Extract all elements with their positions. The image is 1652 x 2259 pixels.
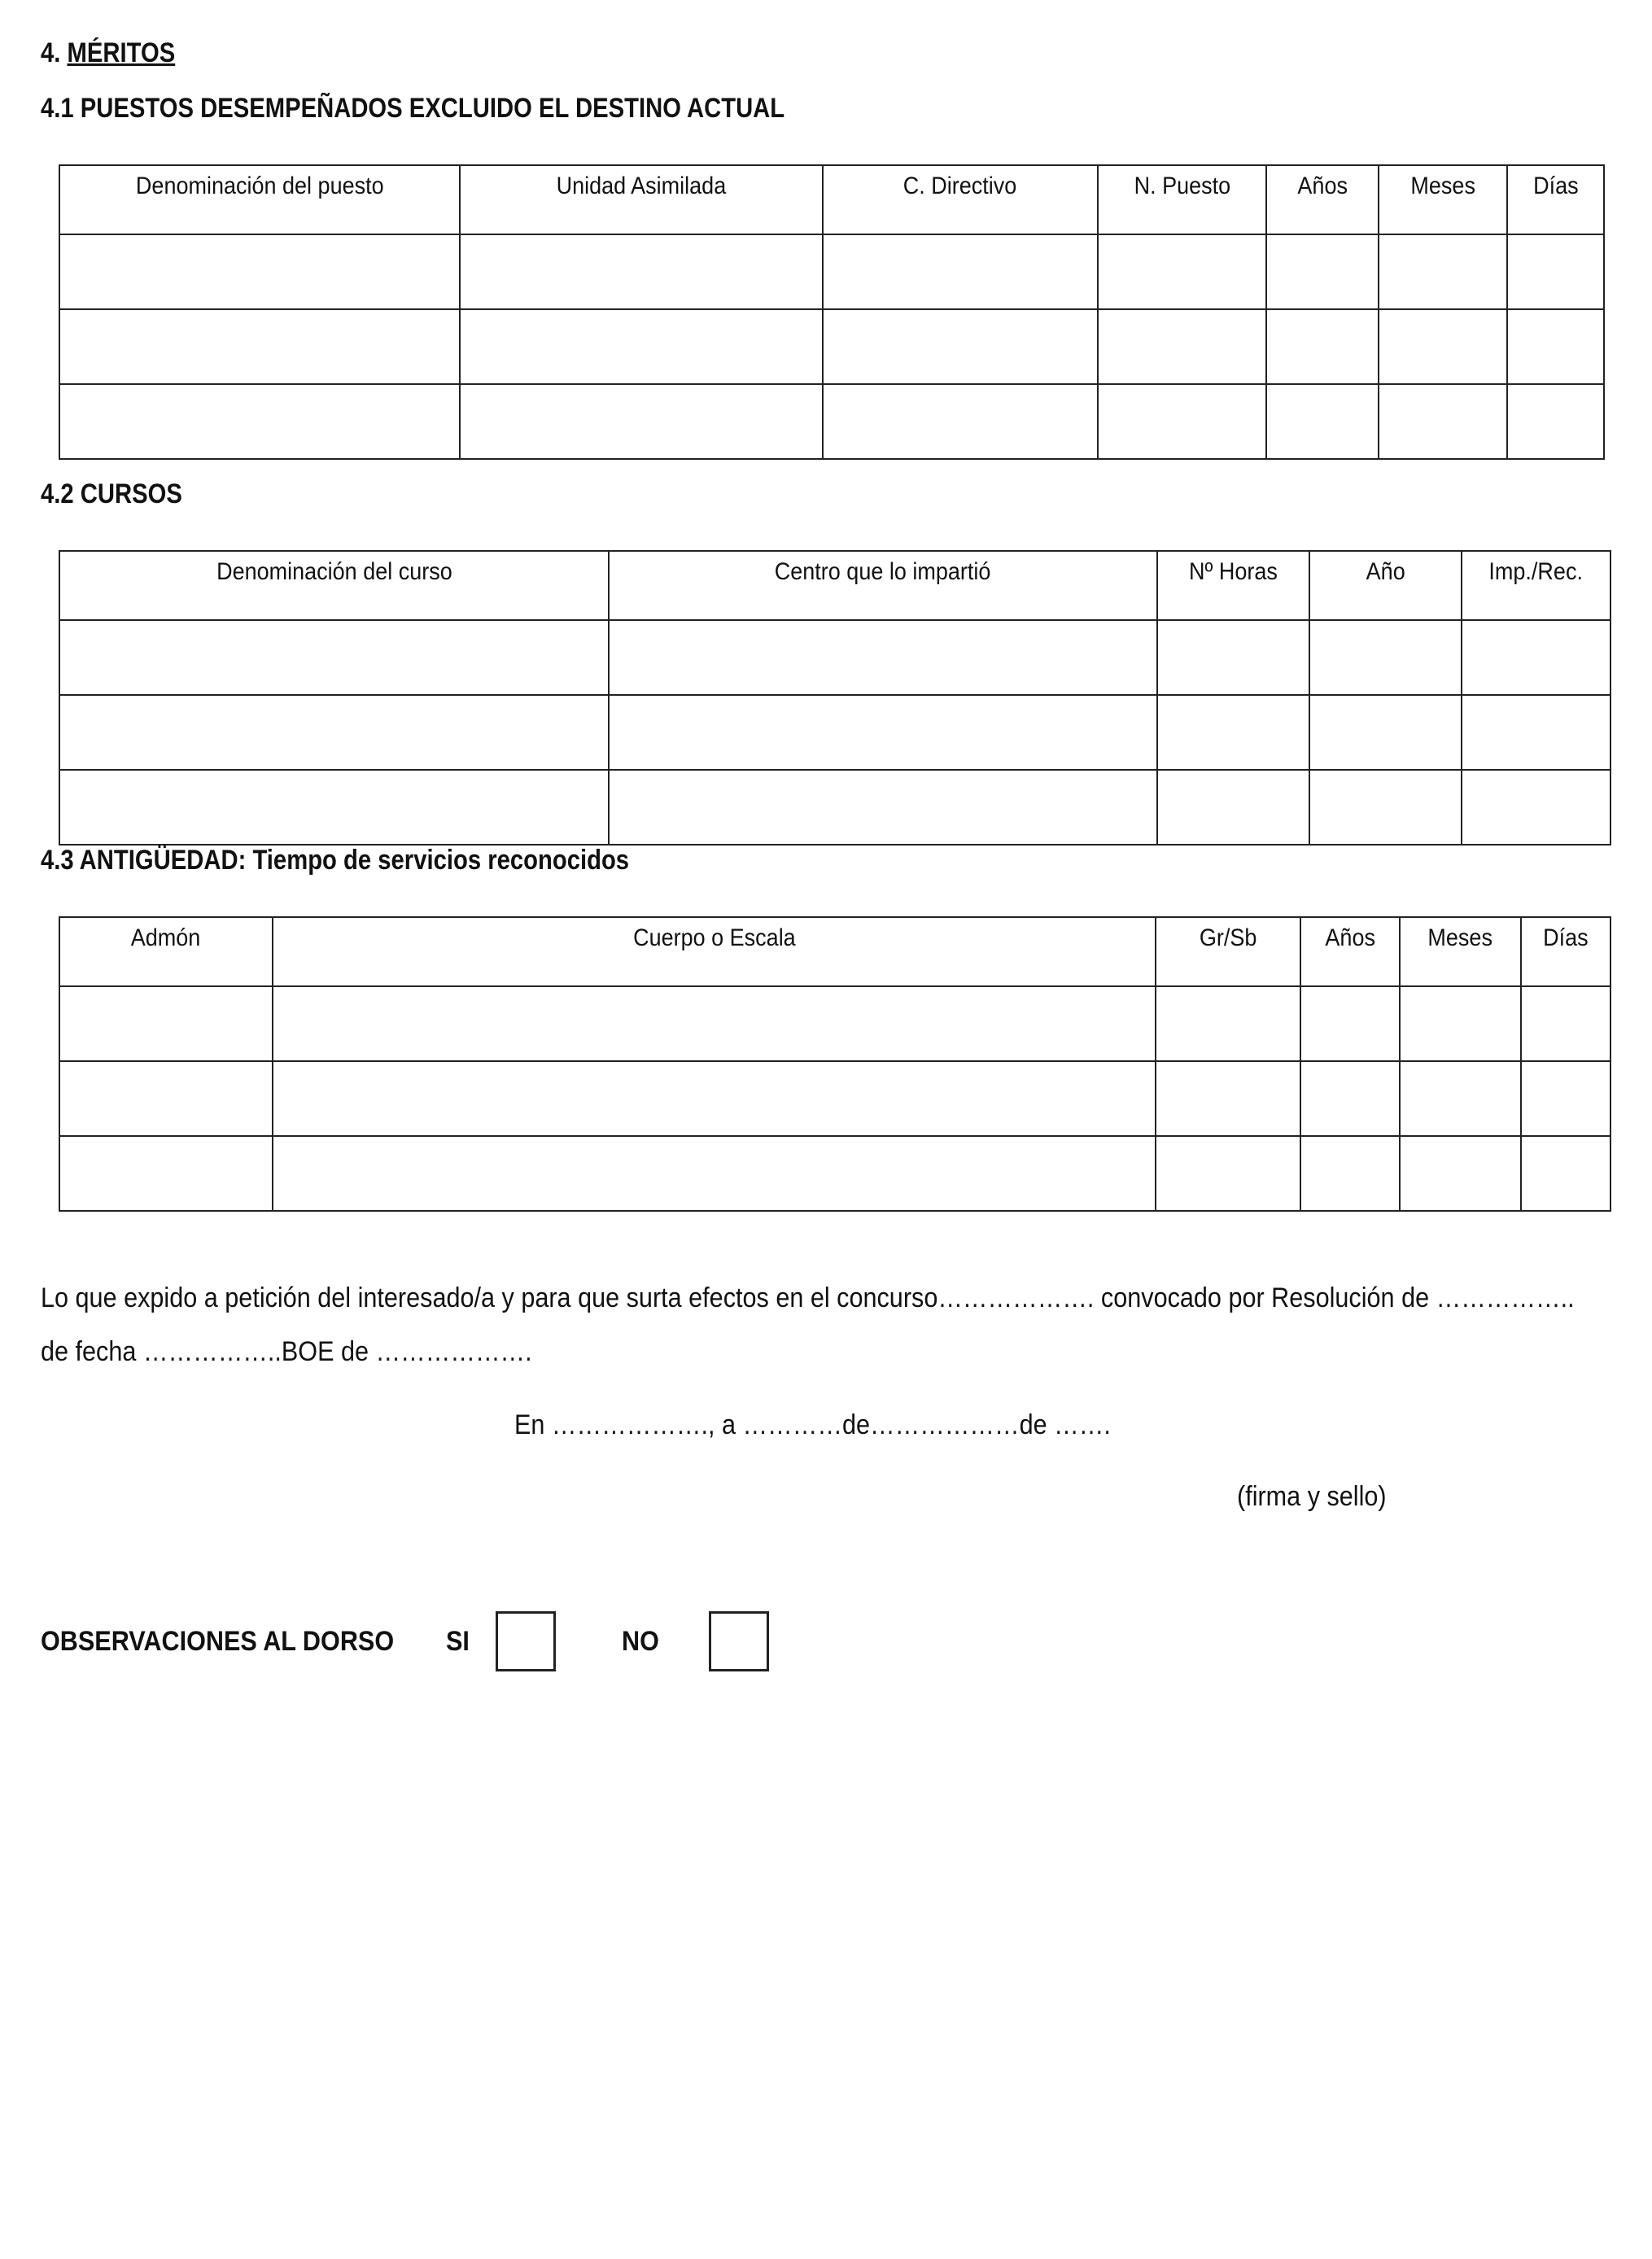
table-cell[interactable] (1300, 1061, 1400, 1136)
col-header: Admón (59, 917, 273, 986)
table-row (59, 695, 1610, 770)
table-cell[interactable] (59, 1061, 273, 1136)
table-row (59, 620, 1610, 695)
table-row (59, 309, 1604, 384)
table-cell[interactable] (1309, 620, 1462, 695)
puestos-header-row (59, 165, 1604, 234)
table-cell[interactable] (1300, 1136, 1400, 1211)
table-cell[interactable] (1462, 695, 1610, 770)
table-cell[interactable] (1157, 620, 1309, 695)
si-label: SI (446, 1626, 470, 1657)
table-cell[interactable] (1266, 309, 1379, 384)
no-checkbox[interactable] (709, 1611, 769, 1671)
table-cell[interactable] (1462, 620, 1610, 695)
table-cell[interactable] (1309, 770, 1462, 845)
table-cell[interactable] (1156, 986, 1300, 1061)
table-cell[interactable] (609, 620, 1157, 695)
table-row (59, 1061, 1610, 1136)
table-cell[interactable] (823, 309, 1098, 384)
table-cell[interactable] (59, 384, 460, 459)
antiguedad-header-row (59, 917, 1610, 986)
col-header: Cuerpo o Escala (273, 917, 1156, 986)
table-cell[interactable] (1266, 384, 1379, 459)
cursos-table (59, 550, 1611, 845)
col-header: N. Puesto (1098, 165, 1266, 234)
table-cell[interactable] (1098, 384, 1266, 459)
observaciones-label: OBSERVACIONES AL DORSO (41, 1626, 395, 1657)
section-title-text: MÉRITOS (67, 37, 176, 68)
no-label: NO (622, 1626, 659, 1657)
table-cell[interactable] (1156, 1061, 1300, 1136)
table-cell[interactable] (1379, 234, 1507, 309)
table-cell[interactable] (59, 695, 609, 770)
place-date-line: En ………………., a …………de………………de ……. (514, 1409, 1111, 1440)
table-cell[interactable] (1400, 1061, 1521, 1136)
table-cell[interactable] (59, 770, 609, 845)
signature-label: (firma y sello) (1237, 1481, 1387, 1512)
table-cell[interactable] (1098, 309, 1266, 384)
table-row (59, 986, 1610, 1061)
section-title (41, 37, 175, 69)
heading-4-3: 4.3 ANTIGÜEDAD: Tiempo de servicios reconocidos (41, 845, 630, 876)
puestos-table (59, 164, 1605, 460)
col-header: Meses (1379, 165, 1507, 234)
table-cell[interactable] (1300, 986, 1400, 1061)
table-cell[interactable] (59, 986, 273, 1061)
table-cell[interactable] (1400, 1136, 1521, 1211)
table-cell[interactable] (1521, 1061, 1610, 1136)
si-checkbox[interactable] (496, 1611, 556, 1671)
table-cell[interactable] (59, 309, 460, 384)
col-header: Año (1309, 551, 1462, 620)
table-cell[interactable] (59, 620, 609, 695)
col-header: Denominación del curso (59, 551, 609, 620)
col-header: Imp./Rec. (1462, 551, 1610, 620)
table-row (59, 1136, 1610, 1211)
table-cell[interactable] (1266, 234, 1379, 309)
table-cell[interactable] (1309, 695, 1462, 770)
col-header: Centro que lo impartió (609, 551, 1157, 620)
col-header: Nº Horas (1157, 551, 1309, 620)
table-cell[interactable] (273, 986, 1156, 1061)
table-cell[interactable] (59, 1136, 273, 1211)
table-cell[interactable] (1156, 1136, 1300, 1211)
table-cell[interactable] (823, 234, 1098, 309)
table-cell[interactable] (460, 234, 823, 309)
table-cell[interactable] (609, 770, 1157, 845)
table-cell[interactable] (460, 309, 823, 384)
section-number: 4. (41, 37, 61, 68)
antiguedad-table (59, 916, 1611, 1212)
table-cell[interactable] (1157, 695, 1309, 770)
table-cell[interactable] (460, 384, 823, 459)
table-cell[interactable] (823, 384, 1098, 459)
cursos-header-row (59, 551, 1610, 620)
table-cell[interactable] (1521, 1136, 1610, 1211)
col-header: Días (1507, 165, 1604, 234)
table-cell[interactable] (59, 234, 460, 309)
table-cell[interactable] (273, 1136, 1156, 1211)
table-row (59, 234, 1604, 309)
table-cell[interactable] (1098, 234, 1266, 309)
table-row (59, 770, 1610, 845)
heading-4-2: 4.2 CURSOS (41, 478, 182, 509)
table-cell[interactable] (1507, 309, 1604, 384)
col-header: Gr/Sb (1156, 917, 1300, 986)
col-header: C. Directivo (823, 165, 1098, 234)
col-header: Unidad Asimilada (460, 165, 823, 234)
col-header: Años (1300, 917, 1400, 986)
table-row (59, 384, 1604, 459)
closing-line-1: Lo que expido a petición del interesado/a y para que surta efectos en el concurso………………. convocado por Resolución de …………….. (41, 1282, 1575, 1313)
heading-4-1: 4.1 PUESTOS DESEMPEÑADOS EXCLUIDO EL DESTINO ACTUAL (41, 93, 785, 124)
table-cell[interactable] (1157, 770, 1309, 845)
table-cell[interactable] (1521, 986, 1610, 1061)
table-cell[interactable] (1379, 384, 1507, 459)
col-header: Denominación del puesto (59, 165, 460, 234)
col-header: Días (1521, 917, 1610, 986)
table-cell[interactable] (1507, 234, 1604, 309)
col-header: Meses (1400, 917, 1521, 986)
table-cell[interactable] (1379, 309, 1507, 384)
table-cell[interactable] (1507, 384, 1604, 459)
table-cell[interactable] (1462, 770, 1610, 845)
closing-line-2: de fecha ……………..BOE de ………………. (41, 1336, 532, 1367)
table-cell[interactable] (273, 1061, 1156, 1136)
table-cell[interactable] (1400, 986, 1521, 1061)
col-header: Años (1266, 165, 1379, 234)
table-cell[interactable] (609, 695, 1157, 770)
